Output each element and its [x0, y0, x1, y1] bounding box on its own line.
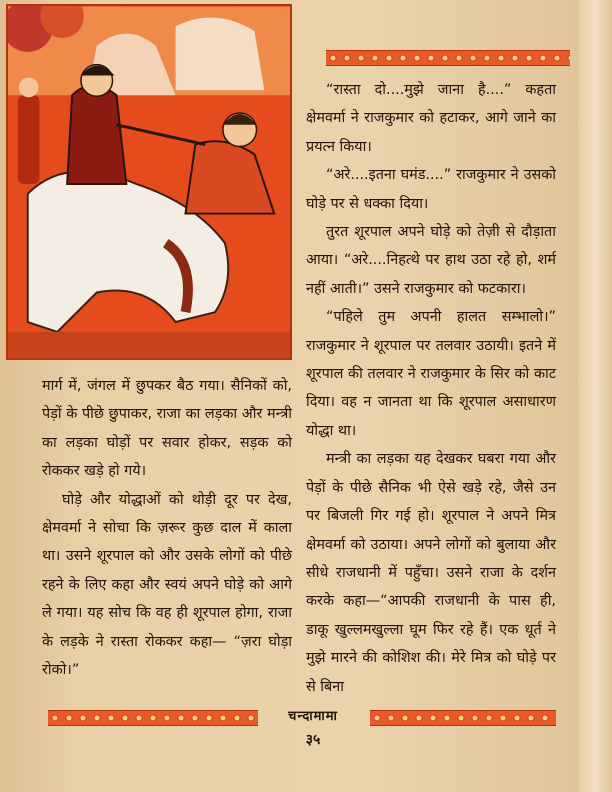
paragraph: घोड़े और योद्धाओं को थोड़ी दूर पर देख, क्षेमवर्मा ने सोचा कि ज़रूर कुछ दाल में काला था। उसने शूरपाल को और उसके लोगों को पीछे रहने के लिए कहा और स्वयं अपने घोड़े को आगे ले गया। यह सोच कि वह ही शूरपाल होगा, राजा के लड़के ने रास्ता रोककर कहा— “ज़रा घोड़ा रोको।” [42, 491, 292, 679]
paragraph: “अरे....इतना घमंड....” राजकुमार ने उसको घोड़े पर से धक्का दिया। [306, 167, 556, 212]
page-number: ३५ [305, 732, 321, 748]
paragraph: “पहिले तुम अपनी हालत सम्भालो।” राजकुमार ने शूरपाल पर तलवार उठायी। इतने में शूरपाल की तलवार ने राजकुमार के सिर को काट दिया। वह न जानता था कि शूरपाल असाधारण योद्धा था। [306, 309, 556, 439]
paragraph: मन्त्री का लड़का यह देखकर घबरा गया और पेड़ों के पीछे सैनिक भी ऐसे खड़े रहे, जैसे उन पर बिजली गिर गई हो। शूरपाल ने अपने मित्र क्षेमवर्मा को उठाया। अपने लोगों को बुलाया और सीधे राजधानी में पहुँचा। उसने राजा के दर्शन करके कहा—“आपकी राजधानी के पास ही, डाकू खुल्लमखुल्ला घूम फिर रहे हैं। एक धूर्त ने मुझे मारने की कोशिश की। मेरे मित्र को घोड़े पर से बिना [306, 451, 556, 695]
paragraph: मार्ग में, जंगल में छुपकर बैठ गया। सैनिकों को, पेड़ों के पीछे छुपाकर, राजा का लड़का और मन्त्री का लड़का घोड़ों पर सवार होकर, सड़क को रोककर खड़े हो गये। [42, 378, 292, 480]
illustration-horsemen-confrontation-icon [8, 6, 290, 358]
bottom-right-ornament-border [370, 710, 556, 726]
illustration-panel [6, 4, 292, 360]
left-column-text [42, 372, 292, 684]
paragraph: तुरत शूरपाल अपने घोड़े को तेज़ी से दौड़ाता आया। “अरे....निहत्थे पर हाथ उठा रहे हो, शर्म नहीं आती।” उसने राजकुमार को फटकारा। [306, 224, 556, 297]
page-spine-shadow [578, 0, 612, 792]
top-ornament-border [326, 50, 570, 66]
magazine-name: चन्दामामा [288, 709, 338, 724]
paragraph: “रास्ता दो....मुझे जाना है....” कहता क्षेमवर्मा ने राजकुमार को हटाकर, आगे जाने का प्रयत्न किया। [306, 82, 556, 155]
right-column-text [306, 76, 556, 701]
bottom-left-ornament-border [48, 710, 258, 726]
